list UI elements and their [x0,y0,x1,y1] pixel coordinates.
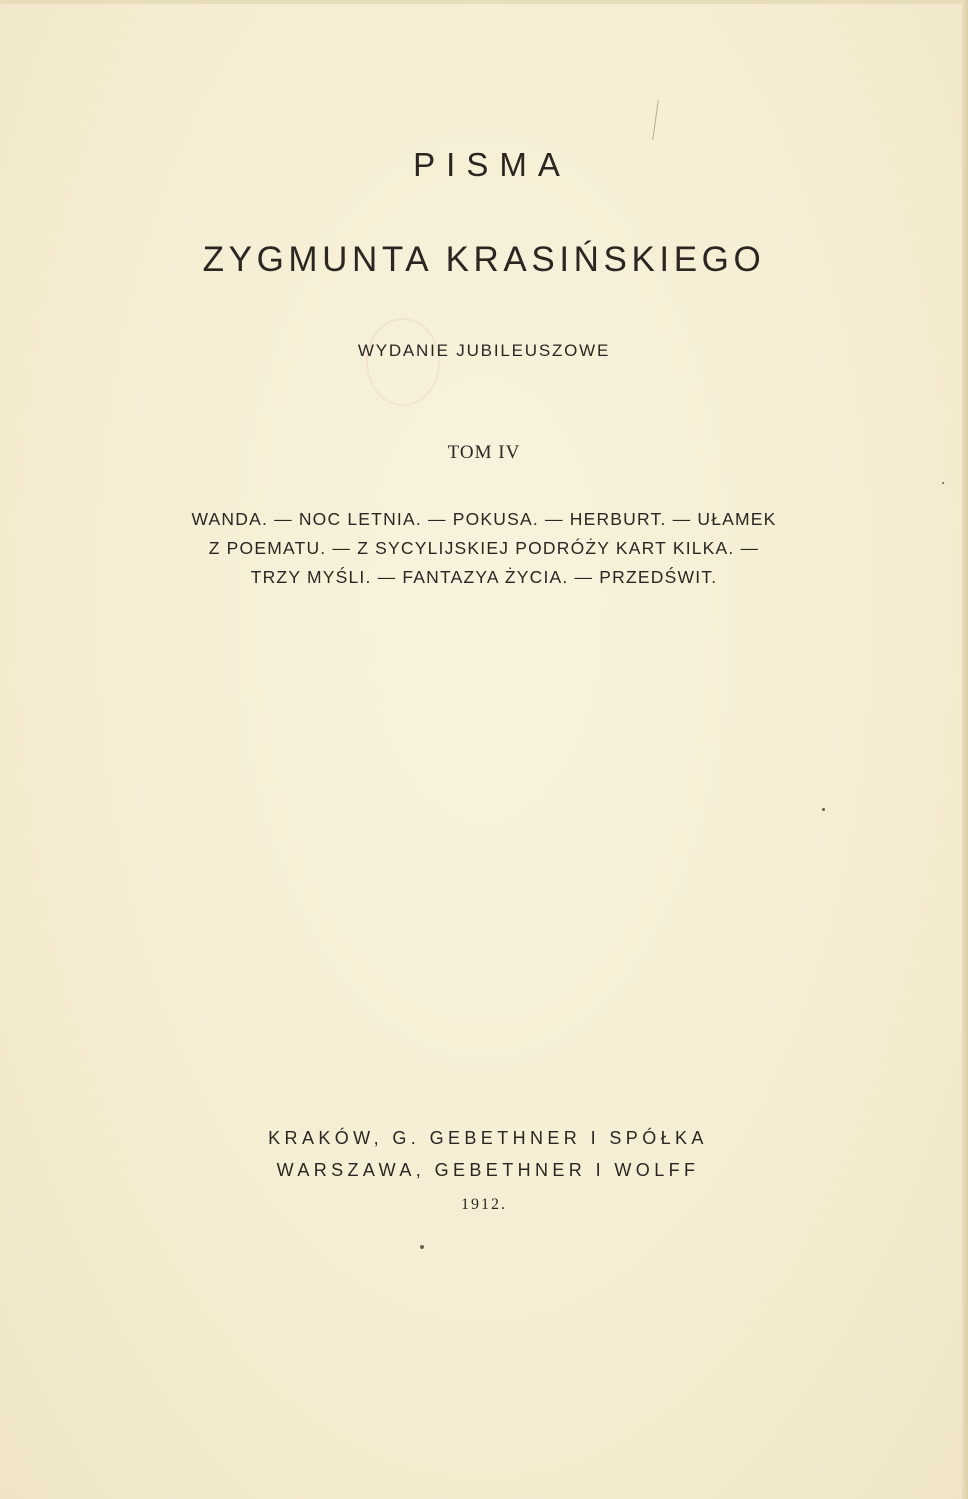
paper-speck [822,808,825,811]
page-top-edge [0,0,968,4]
contents-line-3: TRZY MYŚLI. — FANTAZYA ŻYCIA. — PRZEDŚWIT. [250,567,718,587]
imprint-line-warszawa: WARSZAWA, GEBETHNER I WOLFF [276,1160,700,1180]
faded-library-stamp [366,318,440,406]
pencil-mark [652,100,659,140]
publication-year: 1912. [461,1196,507,1213]
volume-contents [0,505,968,592]
author-name: ZYGMUNTA KRASIŃSKIEGO [202,240,766,279]
imprint-line-krakow: KRAKÓW, G. GEBETHNER I SPÓŁKA [268,1128,708,1148]
series-title: PISMA [413,146,571,183]
contents-line-1: WANDA. — NOC LETNIA. — POKUSA. — HERBURT. — UŁAMEK [191,509,777,529]
volume-label: TOM IV [447,442,521,463]
edition-label: WYDANIE JUBILEUSZOWE [357,341,611,360]
page-right-edge [962,0,968,1499]
paper-speck [942,482,944,484]
paper-speck [420,1245,424,1249]
contents-line-2: Z POEMATU. — Z SYCYLIJSKIEJ PODRÓŻY KART KILKA. — [208,538,760,558]
